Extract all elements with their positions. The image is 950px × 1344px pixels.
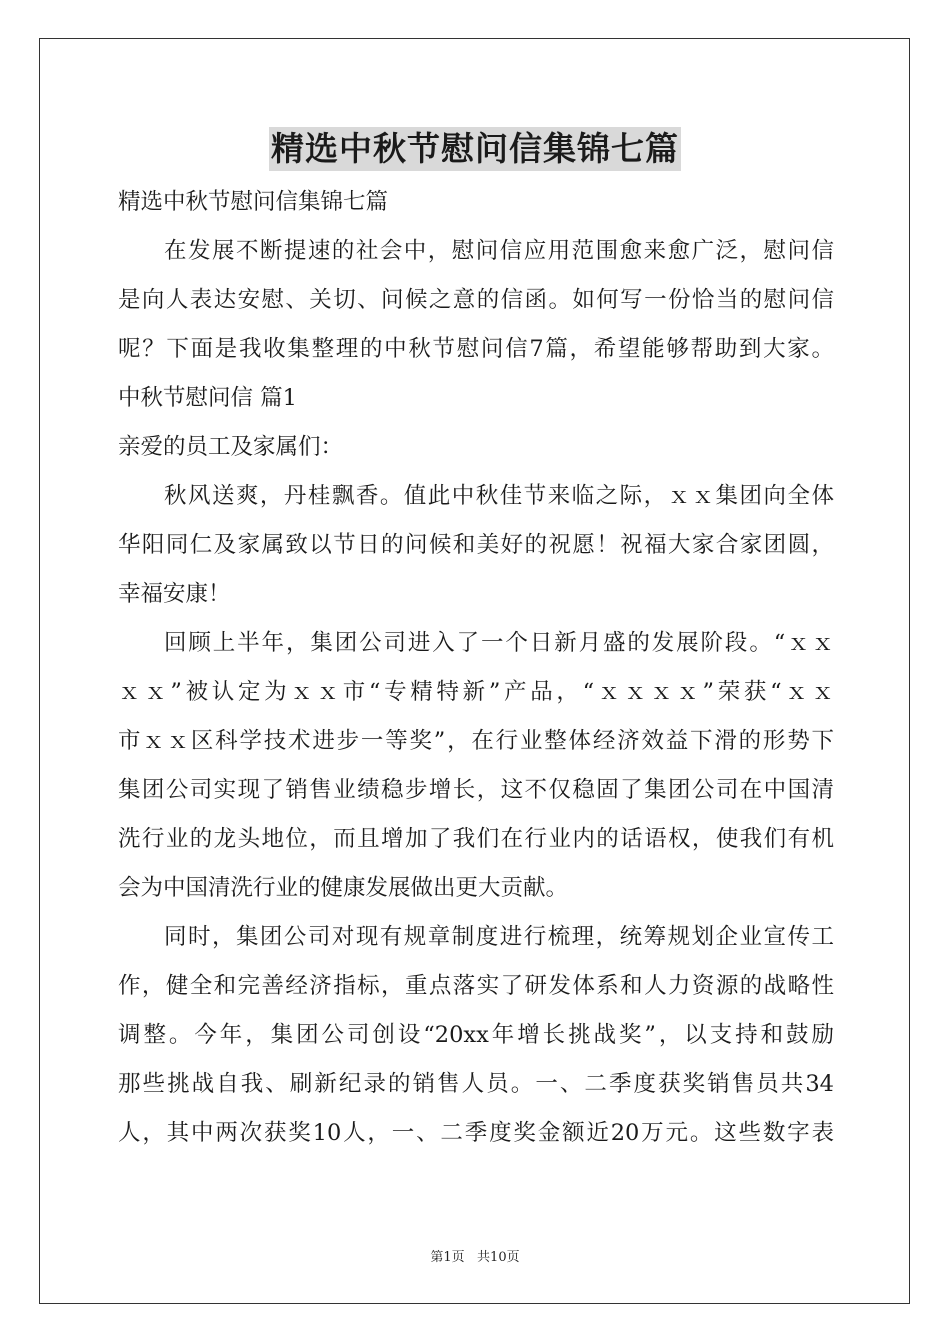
text-line: 洗行业的龙头地位，而且增加了我们在行业内的话语权，使我们有机 [118,826,834,852]
text-line: 是向人表达安慰、关切、问候之意的信函。如何写一份恰当的慰问信 [118,287,834,313]
document-body [118,178,834,1158]
text-line: 作，健全和完善经济指标，重点落实了研发体系和人力资源的战略性 [118,973,834,999]
text-line: 在发展不断提速的社会中，慰问信应用范围愈来愈广泛，慰问信 [164,238,834,264]
document-title: 精选中秋节慰问信集锦七篇 [269,127,681,171]
text-line: 会为中国清洗行业的健康发展做出更大贡献。 [118,875,569,901]
text-line: 秋风送爽，丹桂飘香。值此中秋佳节来临之际，ｘｘ集团向全体 [164,483,834,509]
text-line: 同时，集团公司对现有规章制度进行梳理，统筹规划企业宣传工 [164,924,834,950]
text-line: 亲爱的员工及家属们： [118,434,344,460]
page-footer: 第1页 共10页 [430,1250,520,1265]
text-line: 集团公司实现了销售业绩稳步增长，这不仅稳固了集团公司在中国清 [118,777,834,803]
text-line: ｘｘ”被认定为ｘｘ市“专精特新”产品，“ｘｘｘｘ”荣获“ｘｘ [118,679,834,705]
text-line: 调整。今年，集团公司创设“20xx年增长挑战奖”，以支持和鼓励 [118,1022,834,1048]
text-line: 呢？下面是我收集整理的中秋节慰问信7篇，希望能够帮助到大家。 [118,336,834,362]
text-line: 那些挑战自我、刷新纪录的销售人员。一、二季度获奖销售员共34 [118,1071,834,1097]
text-line: 回顾上半年，集团公司进入了一个日新月盛的发展阶段。“ｘｘ [164,630,834,656]
text-line: 市ｘｘ区科学技术进步一等奖”，在行业整体经济效益下滑的形势下 [118,728,834,754]
text-line: 精选中秋节慰问信集锦七篇 [118,189,389,215]
document-title-wrapper [0,127,950,171]
text-line: 幸福安康！ [118,581,231,607]
text-line: 中秋节慰问信 篇1 [118,385,297,411]
text-line: 华阳同仁及家属致以节日的问候和美好的祝愿！祝福大家合家团圆， [118,532,834,558]
text-line: 人，其中两次获奖10人，一、二季度奖金额近20万元。这些数字表 [118,1120,834,1146]
